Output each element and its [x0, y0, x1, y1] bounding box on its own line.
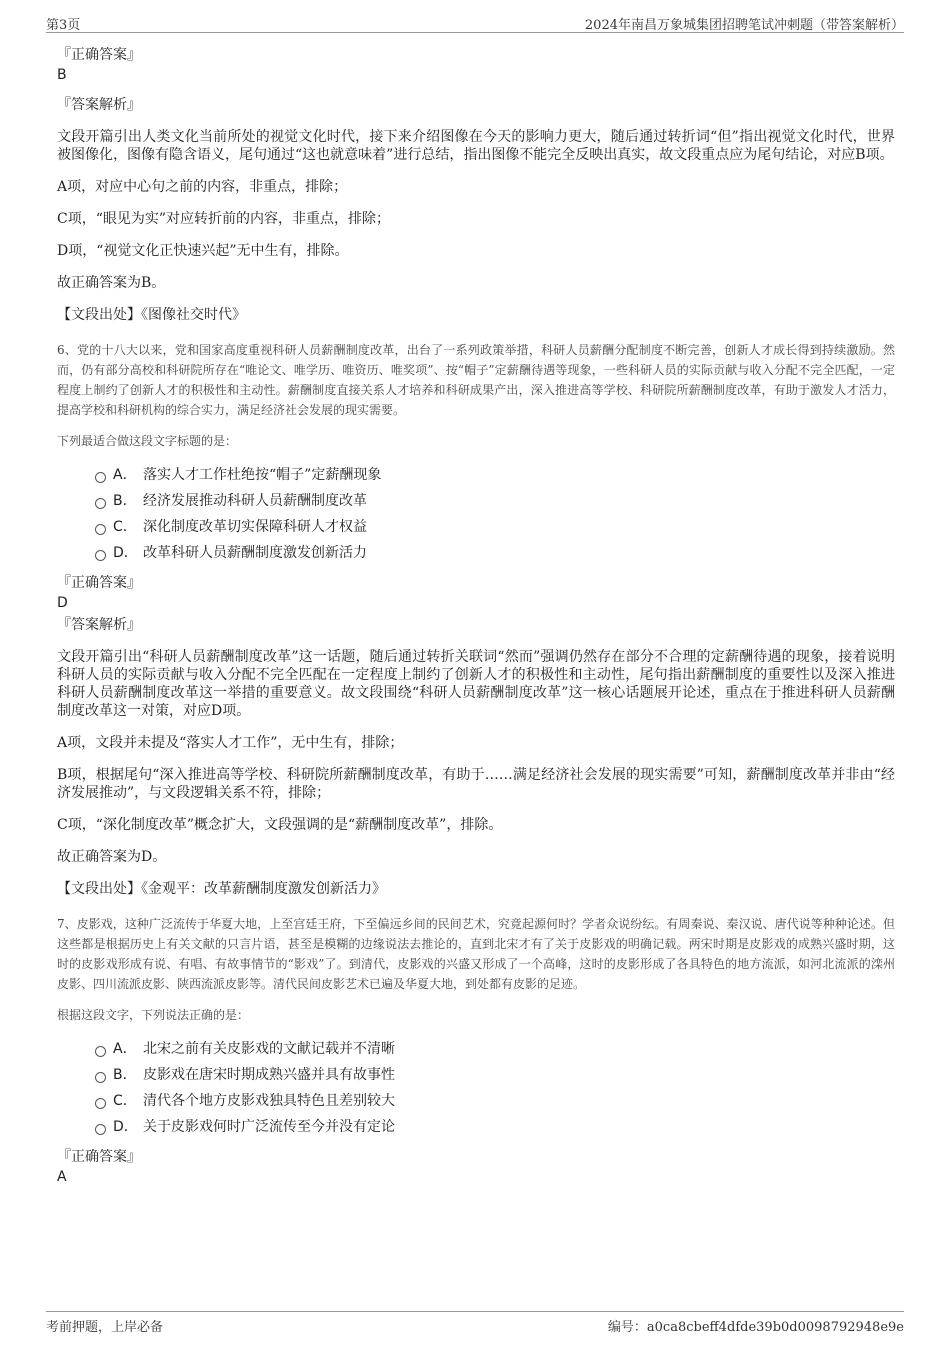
q7-option-b[interactable]: B． 皮影戏在唐宋时期成熟兴盛并具有故事性: [95, 1064, 895, 1090]
radio-icon[interactable]: [95, 1072, 106, 1083]
q7-prompt: 根据这段文字，下列说法正确的是：: [57, 1008, 250, 1022]
radio-icon[interactable]: [95, 1124, 106, 1135]
q7-option-c[interactable]: C． 清代各个地方皮影戏独具特色且差别较大: [95, 1090, 895, 1116]
document-code: 编号：a0ca8cbeff4dfde39b0d0098792948e9e: [607, 1320, 904, 1335]
q6-option-a[interactable]: A． 落实人才工作杜绝按“帽子”定薪酬现象: [95, 464, 895, 490]
correct-answer-label: 『正确答案』: [57, 575, 141, 591]
page-number: 第3页: [46, 18, 81, 33]
q6-conclusion: 故正确答案为D。: [57, 849, 167, 865]
q5-analysis-a: A项，对应中心句之前的内容，非重点，排除；: [57, 179, 348, 195]
q7-question: 7、皮影戏，这种广泛流传于华夏大地，上至宫廷王府，下至偏远乡间的民间艺术，究竟起源何时？学者众说纷纭。有周秦说、秦汉说、唐代说等种种论述。但这些都是根据历史上有关文献的只言片语，甚至是模糊的边缘说法去推论的，直到北宋才有了关于皮影戏的明确记载。两宋时期是皮影戏的成熟兴盛时期，这时的皮影戏形成有说、有唱、有故事情节的“影戏”了。到清代，皮影戏的兴盛又形成了一个高峰，这时的皮影形成了各具特色的地方流派，如河北流派的滦州皮影、四川流派皮影、陕西流派皮影等。清代民间皮影艺术已遍及华夏大地，到处都有皮影的足迹。: [57, 917, 895, 991]
q7-option-d[interactable]: D． 关于皮影戏何时广泛流传至今并没有定论: [95, 1116, 895, 1142]
page-header: [46, 12, 904, 33]
analysis-label: 『答案解析』: [57, 617, 141, 633]
document-title: 2024年南昌万象城集团招聘笔试冲刺题（带答案解析）: [584, 18, 904, 33]
q6-prompt: 下列最适合做这段文字标题的是：: [57, 434, 238, 448]
q5-conclusion: 故正确答案为B。: [57, 275, 166, 291]
q7-answer: A: [57, 1169, 67, 1185]
q6-source: 【文段出处】《金观平：改革薪酬制度激发创新活力》: [57, 881, 386, 897]
q6-analysis-main: 文段开篇引出“科研人员薪酬制度改革”这一话题，随后通过转折关联词“然而”强调仍然存在部分不合理的定薪酬待遇的现象，接着说明科研人员的实际贡献与收入分配不完全匹配在一定程度上制约了创新人才的积极性和主动性，尾句指出薪酬制度的重要性以及深入推进科研人员薪酬制度改革这一举措的重要意义。故文段围绕“科研人员薪酬制度改革”这一核心话题展开论述，重点在于推进科研人员薪酬制度改革这一对策，对应D项。: [57, 649, 895, 719]
q6-options: [57, 464, 895, 568]
q5-analysis-main: 文段开篇引出人类文化当前所处的视觉文化时代，接下来介绍图像在今天的影响力更大，随后通过转折词“但”指出视觉文化时代，世界被图像化，图像有隐含语义，尾句通过“这也就意味着”进行总结，指出图像不能完全反映出真实，故文段重点应为尾句结论，对应B项。: [57, 129, 895, 163]
radio-icon[interactable]: [95, 498, 106, 509]
page-footer: [46, 1311, 904, 1336]
q5-answer: B: [57, 67, 67, 83]
q7-option-a[interactable]: A． 北宋之前有关皮影戏的文献记载并不清晰: [95, 1038, 895, 1064]
radio-icon[interactable]: [95, 524, 106, 535]
radio-icon[interactable]: [95, 472, 106, 483]
q5-analysis-c: C项，“眼见为实”对应转折前的内容，非重点，排除；: [57, 211, 391, 227]
q6-option-c[interactable]: C． 深化制度改革切实保障科研人才权益: [95, 516, 895, 542]
page-content: [57, 46, 895, 1198]
correct-answer-label: 『正确答案』: [57, 1149, 141, 1165]
q6-analysis-a: A项，文段并未提及“落实人才工作”，无中生有，排除；: [57, 735, 404, 751]
q6-analysis-b: B项，根据尾句“深入推进高等学校、科研院所薪酬制度改革，有助于……满足经济社会发展的现实需要”可知，薪酬制度改革并非由“经济发展推动”，与文段逻辑关系不符，排除；: [57, 767, 895, 801]
q6-analysis-c: C项，“深化制度改革”概念扩大，文段强调的是“薪酬制度改革”，排除。: [57, 817, 503, 833]
radio-icon[interactable]: [95, 1098, 106, 1109]
footer-slogan: 考前押题，上岸必备: [46, 1320, 164, 1335]
radio-icon[interactable]: [95, 1046, 106, 1057]
radio-icon[interactable]: [95, 550, 106, 561]
q6-answer: D: [57, 595, 68, 611]
q7-options: [57, 1038, 895, 1142]
q6-option-b[interactable]: B． 经济发展推动科研人员薪酬制度改革: [95, 490, 895, 516]
q6-question: 6、党的十八大以来，党和国家高度重视科研人员薪酬制度改革，出台了一系列政策举措，科研人员薪酬分配制度不断完善，创新人才成长得到持续激励。然而，仍有部分高校和科研院所存在“唯论文、唯学历、唯资历、唯奖项”、按“帽子”定薪酬待遇等现象，一些科研人员的实际贡献与收入分配不完全匹配，一定程度上制约了创新人才的积极性和主动性。薪酬制度直接关系人才培养和科研成果产出，深入推进高等学校、科研院所薪酬制度改革，有助于激发人才活力，提高学校和科研机构的综合实力，满足经济社会发展的现实需要。: [57, 343, 895, 417]
q5-source: 【文段出处】《图像社交时代》: [57, 307, 246, 323]
q5-analysis-d: D项，“视觉文化正快速兴起”无中生有，排除。: [57, 243, 349, 259]
correct-answer-label: 『正确答案』: [57, 47, 141, 63]
analysis-label: 『答案解析』: [57, 97, 141, 113]
q6-option-d[interactable]: D． 改革科研人员薪酬制度激发创新活力: [95, 542, 895, 568]
